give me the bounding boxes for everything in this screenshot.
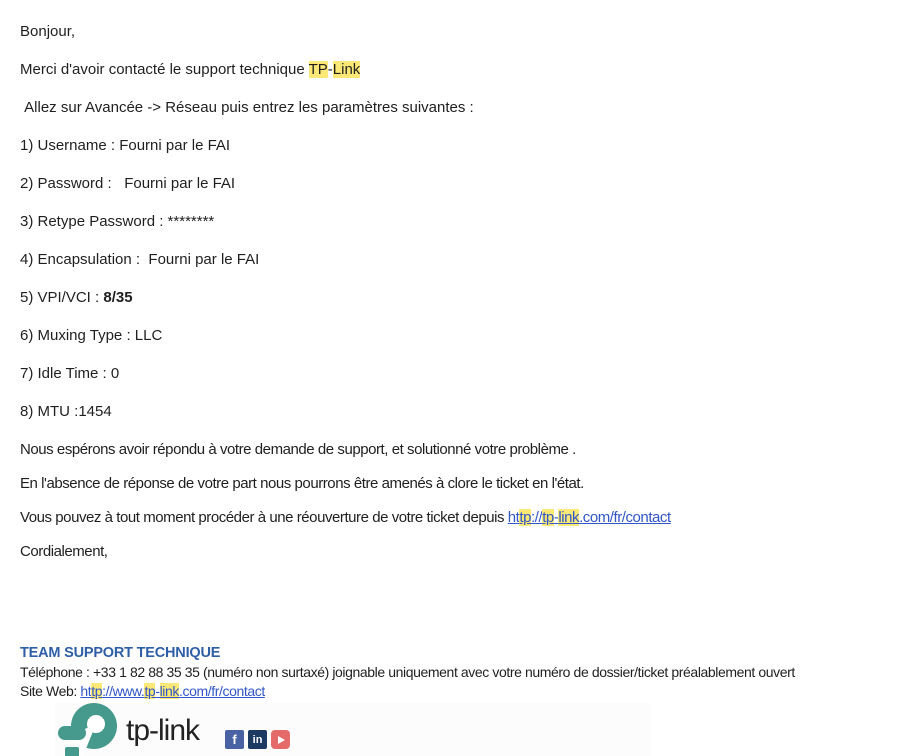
signature-block bbox=[20, 644, 897, 701]
setting-retype-password: 3) Retype Password : ******** bbox=[20, 213, 215, 230]
setting-vpi-vci: 5) VPI/VCI : 8/35 bbox=[20, 289, 133, 306]
setting-encapsulation: 4) Encapsulation : Fourni par le FAI bbox=[20, 251, 260, 268]
highlight-tp: TP bbox=[308, 61, 328, 78]
instruction-line: Allez sur Avancée -> Réseau puis entrez les paramètres suivantes : bbox=[20, 99, 474, 116]
tp-link-logo-icon bbox=[57, 702, 119, 756]
closing-paragraph-1: Nous espérons avoir répondu à votre demande de support, et solutionné votre problème . bbox=[20, 441, 576, 458]
reopen-text: Vous pouvez à tout moment procéder à une réouverture de votre ticket depuis bbox=[20, 509, 508, 526]
setting-username: 1) Username : Fourni par le FAI bbox=[20, 137, 231, 154]
intro-line bbox=[20, 60, 897, 79]
settings-list bbox=[20, 136, 897, 421]
team-name: TEAM SUPPORT TECHNIQUE bbox=[20, 645, 221, 661]
highlight-link: Link bbox=[332, 61, 361, 78]
intro-text: Merci d'avoir contacté le support technique bbox=[20, 61, 309, 78]
logo-row bbox=[57, 702, 897, 756]
linkedin-icon[interactable]: in bbox=[248, 730, 267, 749]
phone-line: Téléphone : +33 1 82 88 35 35 (numéro non surtaxé) joignable uniquement avec votre numéro de dossier/ticket préalablement ouvert bbox=[20, 664, 795, 680]
closing-paragraph-2: En l'absence de réponse de votre part nous pourrons être amenés à clore le ticket en l'état. bbox=[20, 475, 584, 492]
tp-link-logo-text: tp-link bbox=[126, 714, 200, 747]
setting-mtu: 8) MTU :1454 bbox=[20, 403, 112, 420]
facebook-icon[interactable]: f bbox=[225, 730, 244, 749]
intro-dash: - bbox=[327, 61, 333, 78]
setting-password: 2) Password : Fourni par le FAI bbox=[20, 175, 236, 192]
ticket-reopen-link[interactable]: http://tp-link.com/fr/contact bbox=[507, 509, 671, 526]
site-line bbox=[20, 682, 897, 701]
social-icons bbox=[225, 730, 290, 749]
site-web-link[interactable]: http://www.tp-link.com/fr/contact bbox=[80, 683, 265, 699]
sign-off: Cordialement, bbox=[20, 543, 108, 560]
youtube-icon[interactable] bbox=[271, 730, 290, 749]
closing-paragraph-3 bbox=[20, 508, 897, 527]
play-triangle bbox=[278, 736, 285, 744]
site-label: Site Web: bbox=[20, 683, 81, 699]
setting-idle-time: 7) Idle Time : 0 bbox=[20, 365, 120, 382]
setting-muxing-type: 6) Muxing Type : LLC bbox=[20, 327, 163, 344]
greeting: Bonjour, bbox=[20, 23, 76, 40]
